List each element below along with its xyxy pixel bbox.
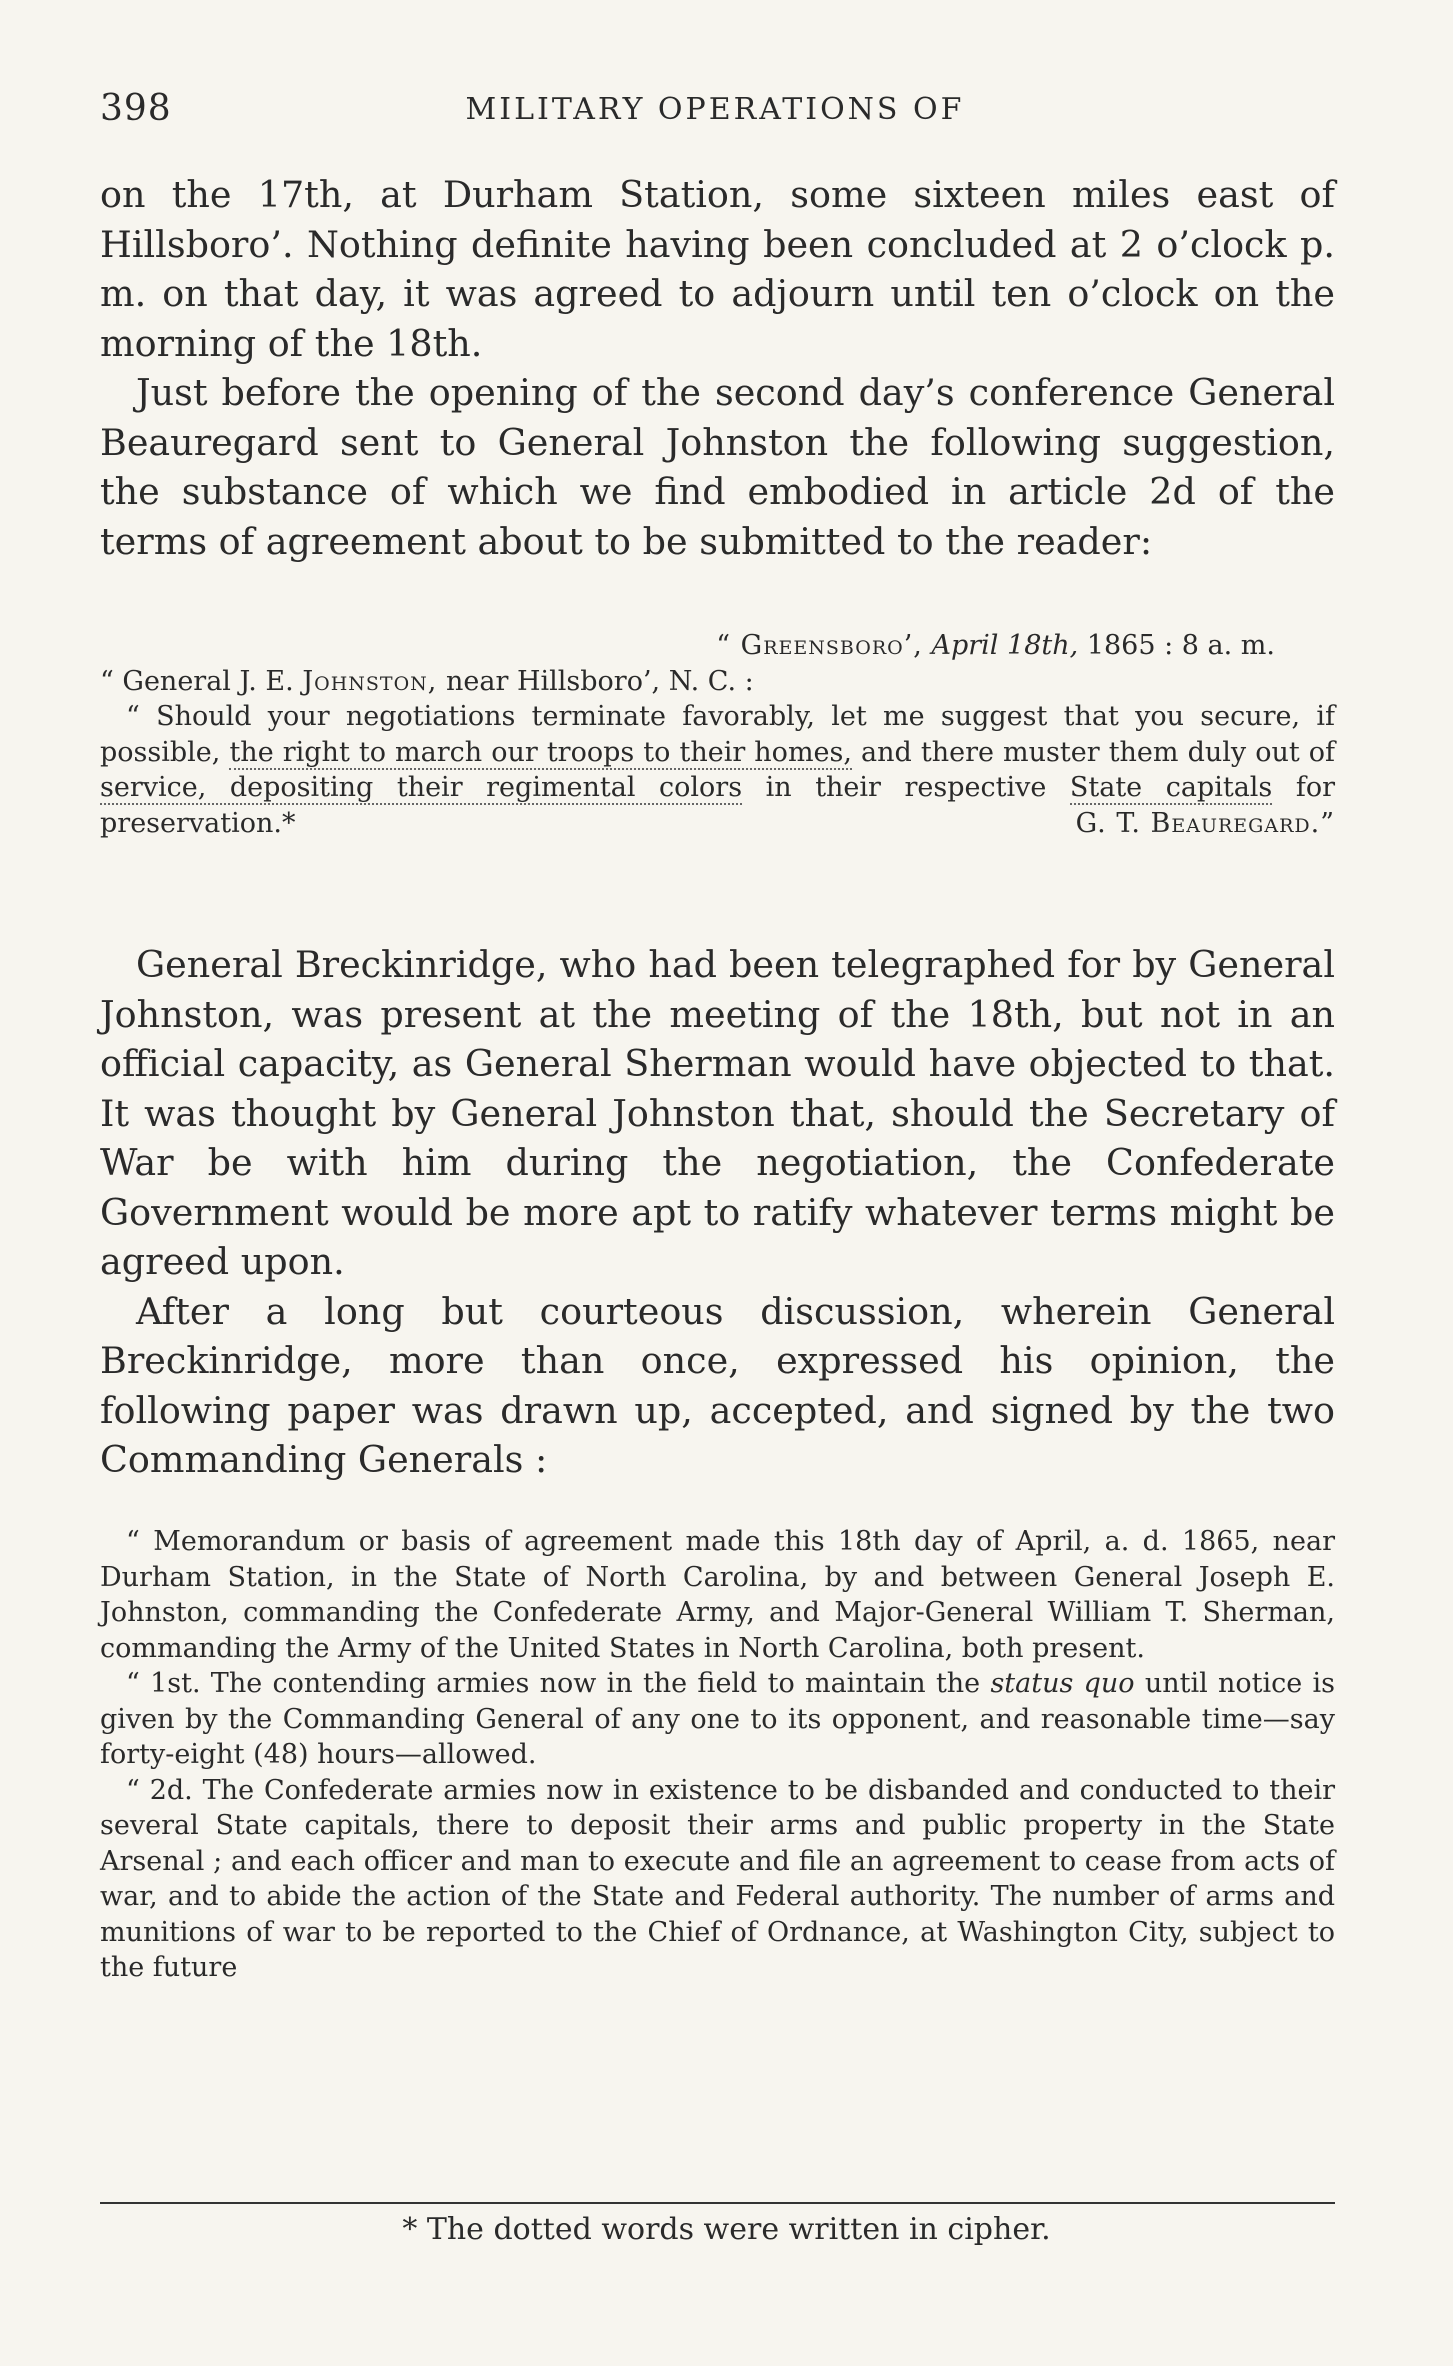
memo-article-2: “ 2d. The Confederate armies now in existence to be disbanded and conducted to their several State capitals, there to deposit their arms and public property in the State Arsenal ; and each officer and man to execute and file an agreement to cease from acts of war, and to abide the action of the State and Federal authority. The number of arms and munitions of war to be reported to the Chief of Ordnance, at Washington City, subject to the future [100,1774,1335,1983]
footnote-rule [100,2202,1335,2204]
dispatch-body: “ Should your negotiations terminate favorably, let me suggest that you secure, if possible, the right to march our troops to their homes, and there muster them duly out of service, depositing their regimental colors in their respective State capitals for preservation.* G. T. Beauregard.” [100,699,1335,841]
memo-article-1: “ 1st. The contending armies now in the field to maintain the status quo until notice is given by the Commanding General of any one to its opponent, and reasonable time—say forty-eight (48) hours—allowed. [100,1668,1335,1770]
body-section-1 [100,170,1335,566]
dispatch-place: “ Greensboro’, [716,630,923,661]
cipher-words: State capitals [1069,772,1273,803]
memorandum [100,1524,1335,1986]
paragraph-beauregard-suggestion: Just before the opening of the second day’s conference General Beauregard sent to General Johnston the following suggestion, the substance of which we find embodied in article 2d of the terms of agreement about to be submitted to the reader: [100,371,1335,563]
footnote: * The dotted words were written in cipher. [402,2212,1051,2247]
dispatch-time: 1865 : 8 a. m. [1086,630,1275,661]
dispatch-signature: G. T. Beauregard.” [1075,807,1335,839]
page-number: 398 [100,88,172,129]
status-quo-term: status quo [990,1668,1135,1699]
paragraph-durham: on the 17th, at Durham Station, some sixteen miles east of Hillsboro’. Nothing definite having been concluded at 2 o’clock p. m. on that day, it was agreed to adjourn until ten o’clock on the morning of the 18th. [100,173,1335,365]
cipher-words: service, depositing their regimental colors [100,772,743,803]
beauregard-dispatch [100,628,1335,841]
dispatch-date: April 18th, [931,630,1079,661]
paragraph-discussion: After a long but courteous discussion, wherein General Breckinridge, more than once, expressed his opinion, the following paper was drawn up, accepted, and signed by the two Commanding Generals : [100,1289,1335,1481]
body-section-2 [100,940,1335,1485]
page-header [100,88,1330,138]
running-head: MILITARY OPERATIONS OF [465,92,965,127]
dispatch-salutation: “ General J. E. Johnston, near Hillsboro’, N. C. : [100,665,754,697]
paragraph-breckinridge: General Breckinridge, who had been telegraphed for by General Johnston, was present at the meeting of the 18th, but not in an official capacity, as General Sherman would have objected to that. It was thought by General Johnston that, should the Secretary of War be with him during the negotiation, the Confederate Government would be more apt to ratify whatever terms might be agreed upon. [100,943,1335,1283]
memo-intro: “ Memorandum or basis of agreement made this 18th day of April, a. d. 1865, near Durham Station, in the State of North Carolina, by and between General Joseph E. Johnston, commanding the Confederate Army, and Major-General William T. Sherman, commanding the Army of the United States in North Carolina, both present. [100,1526,1335,1664]
dispatch-dateline [100,628,1335,664]
cipher-words: the right to march our troops to their homes, [229,736,852,768]
